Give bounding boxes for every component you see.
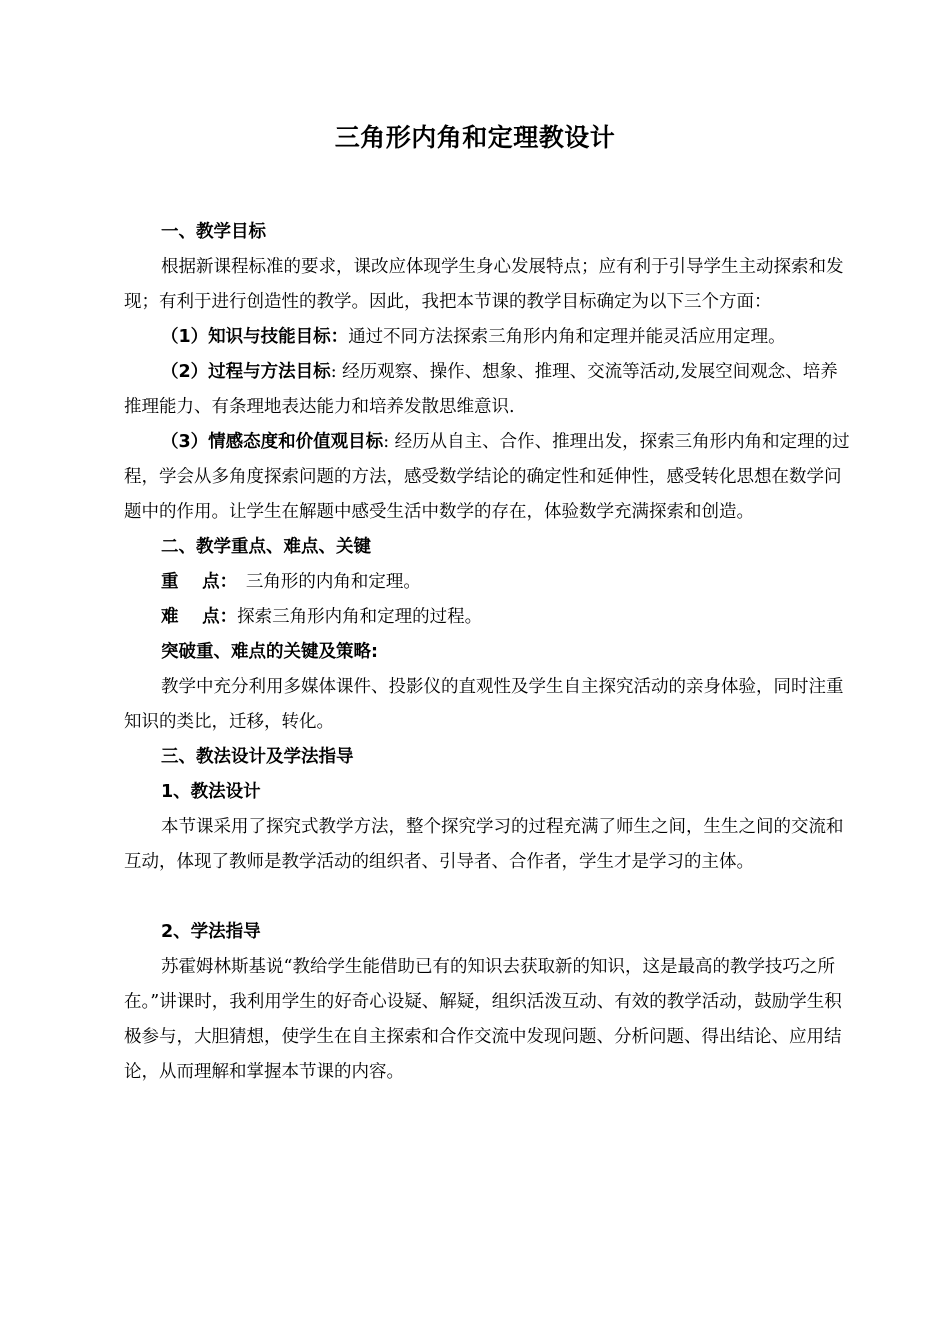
goal-emotion-text: : 经历从自主、合作、推理出发，探索三角形内角和定理的过程，学会从多角度探索问题的方法，感受数学结论的确定性和延伸性，感受转化思想在数学问题中的作用。让学生在解题中感受生活中数学的存在，体验数学充满探索和创造。 [124,432,850,522]
goal-knowledge-text: 通过不同方法探索三角形内角和定理并能灵活应用定理。 [348,327,786,347]
paragraph-goals-intro: 根据新课程标准的要求，课改应体现学生身心发展特点；应有利于引导学生主动探索和发现；有利于进行创造性的教学。因此，我把本节课的教学目标确定为以下三个方面： [124,257,844,312]
paragraph-difficulty [124,600,852,635]
goal-emotion-label: （3）情感态度和价值观目标 [161,432,384,452]
paragraph-strategy: 教学中充分利用多媒体课件、投影仪的直观性及学生自主探究活动的亲身体验，同时注重知识的类比，迁移，转化。 [124,677,844,732]
strategy-heading: 突破重、难点的关键及策略: [161,642,378,662]
paragraph-spacer [124,880,852,915]
subsection-heading-learning-guidance: 2、学法指导 [161,922,261,942]
subsection-heading-teaching-method: 1、教法设计 [161,782,261,802]
difficulty-text: 探索三角形内角和定理的过程。 [237,607,483,627]
section-heading-methods: 三、教法设计及学法指导 [161,747,354,767]
key-point-label: 重 点： [161,572,229,592]
document-body [124,215,852,1090]
paragraph-goal-knowledge [124,320,852,355]
difficulty-label: 难 点： [161,607,238,627]
paragraph-learning-guidance: 苏霍姆林斯基说“教给学生能借助已有的知识去获取新的知识，这是最高的教学技巧之所在。”讲课时，我利用学生的好奇心设疑、解疑，组织活泼互动、有效的教学活动，鼓励学生积极参与，大胆猜想，使学生在自主探索和合作交流中发现问题、分析问题、得出结论、应用结论，从而理解和掌握本节课的内容。 [124,957,842,1082]
paragraph-key-point [124,565,852,600]
key-point-text: 三角形的内角和定理。 [228,572,421,592]
paragraph-goal-process [124,355,852,425]
goal-knowledge-label: （1）知识与技能目标： [161,327,349,347]
section-heading-key-points: 二、教学重点、难点、关键 [161,537,371,557]
goal-process-text: : 经历观察、操作、想象、推理、交流等活动,发展空间观念、培养推理能力、有条理地表达能力和培养发散思维意识. [124,362,838,417]
document-title: 三角形内角和定理教设计 [334,123,616,152]
goal-process-label: （2）过程与方法目标 [161,362,331,382]
paragraph-teaching-method: 本节课采用了探究式教学方法，整个探究学习的过程充满了师生之间，生生之间的交流和互动，体现了教师是教学活动的组织者、引导者、合作者，学生才是学习的主体。 [124,817,844,872]
paragraph-goal-emotion [124,425,852,530]
section-heading-teaching-goals: 一、教学目标 [161,222,266,242]
